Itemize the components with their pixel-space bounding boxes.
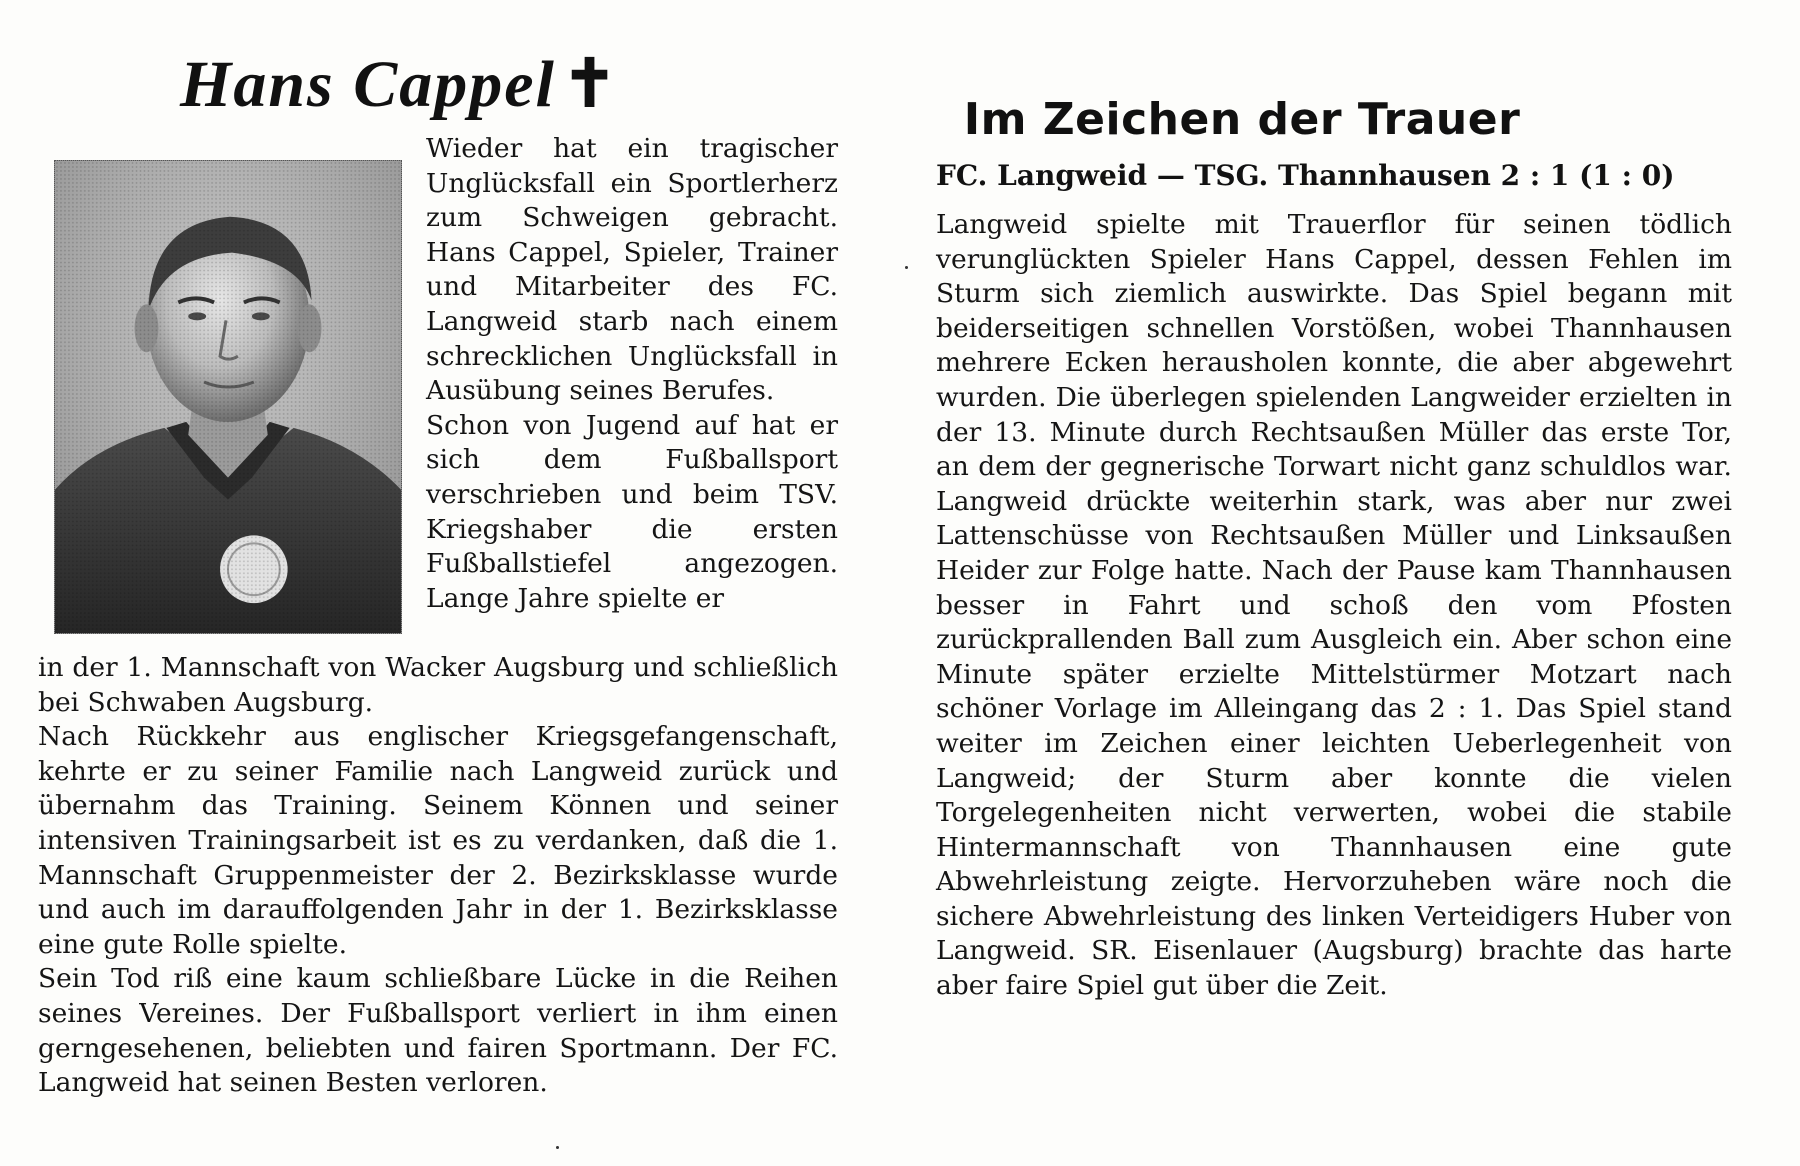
print-speck: [556, 1146, 559, 1149]
obituary-paragraph-2: Schon von Jugend auf hat er sich dem Fußballsport verschrieben und beim TSV. Kriegshaber die ersten Fußballstiefel angezogen. Lange Jahre spielte er: [426, 409, 838, 614]
match-report-headline: Im Zeichen der Trauer: [963, 94, 1521, 145]
obituary-headline: [180, 48, 740, 122]
cross-icon: ✝: [561, 48, 620, 121]
match-report-text: [936, 208, 1732, 1004]
obituary-text-beside-photo: [426, 132, 838, 616]
obituary-paragraph-5: Sein Tod riß eine kaum schließbare Lücke in die Reihen seines Vereines. Der Fußballsport verliert in ihm einen gerngesehenen, beliebten und fairen Sportmann. Der FC. Langweid hat seinen Besten verloren.: [38, 963, 838, 1099]
obituary-paragraph-3: in der 1. Mannschaft von Wacker Augsburg und schließlich bei Schwaben Augsburg.: [38, 652, 838, 718]
match-result-line: FC. Langweid — TSG. Thannhausen 2 : 1 (1 : 0): [936, 159, 1675, 192]
portrait-photo-image: [55, 161, 401, 633]
obituary-paragraph-4: Nach Rückkehr aus englischer Kriegsgefangenschaft, kehrte er zu seiner Familie nach Langweid zurück und übernahm das Training. Seinem Können und seiner intensiven Trainingsarbeit ist es zu verdanken, daß die 1. Mannschaft Gruppenmeister der 2. Bezirksklasse wurde und auch im darauffolgenden Jahr in der 1. Bezirksklasse eine gute Rolle spielte.: [38, 721, 838, 960]
print-speck: [905, 266, 908, 269]
obituary-text-full-width: [38, 651, 838, 1101]
obituary-paragraph-1: Wieder hat ein tragischer Unglücksfall ein Sportlerherz zum Schweigen gebracht. Hans Cappel, Spieler, Trainer und Mitarbeiter des FC. Langweid starb nach einem schrecklichen Unglücksfall in Ausübung seines Berufes.: [426, 133, 838, 407]
match-report-paragraph: Langweid spielte mit Trauerflor für seinen tödlich verunglückten Spieler Hans Cappel, dessen Fehlen im Sturm sich ziemlich auswirkte. Das Spiel begann mit beiderseitigen schnellen Vorstößen, wobei Thannhausen mehrere Ecken herausholen konnte, die aber abgewehrt wurden. Die überlegen spielenden Langweider erzielten in der 13. Minute durch Rechtsaußen Müller das erste Tor, an dem der gegnerische Torwart nicht ganz schuldlos war. Langweid drückte weiterhin stark, was aber nur zwei Lattenschüsse von Rechtsaußen Müller und Linksaußen Heider zur Folge hatte. Nach der Pause kam Thannhausen besser in Fahrt und schoß den vom Pfosten zurückprallenden Ball zum Ausgleich ein. Aber schon eine Minute später erzielte Mittelstürmer Motzart nach schöner Vorlage im Alleingang das 2 : 1. Das Spiel stand weiter im Zeichen einer leichten Ueberlegenheit von Langweid; der Sturm aber konnte die vielen Torgelegenheiten nicht verwerten, wobei die stabile Hintermannschaft von Thannhausen eine gute Abwehrleistung zeigte. Hervorzuheben wäre noch die sichere Abwehrleistung des linken Verteidigers Huber von Langweid. SR. Eisenlauer (Augsburg) brachte das harte aber faire Spiel gut über die Zeit.: [936, 209, 1732, 1002]
portrait-photo: [54, 160, 402, 634]
obituary-name: Hans Cappel: [180, 48, 556, 121]
